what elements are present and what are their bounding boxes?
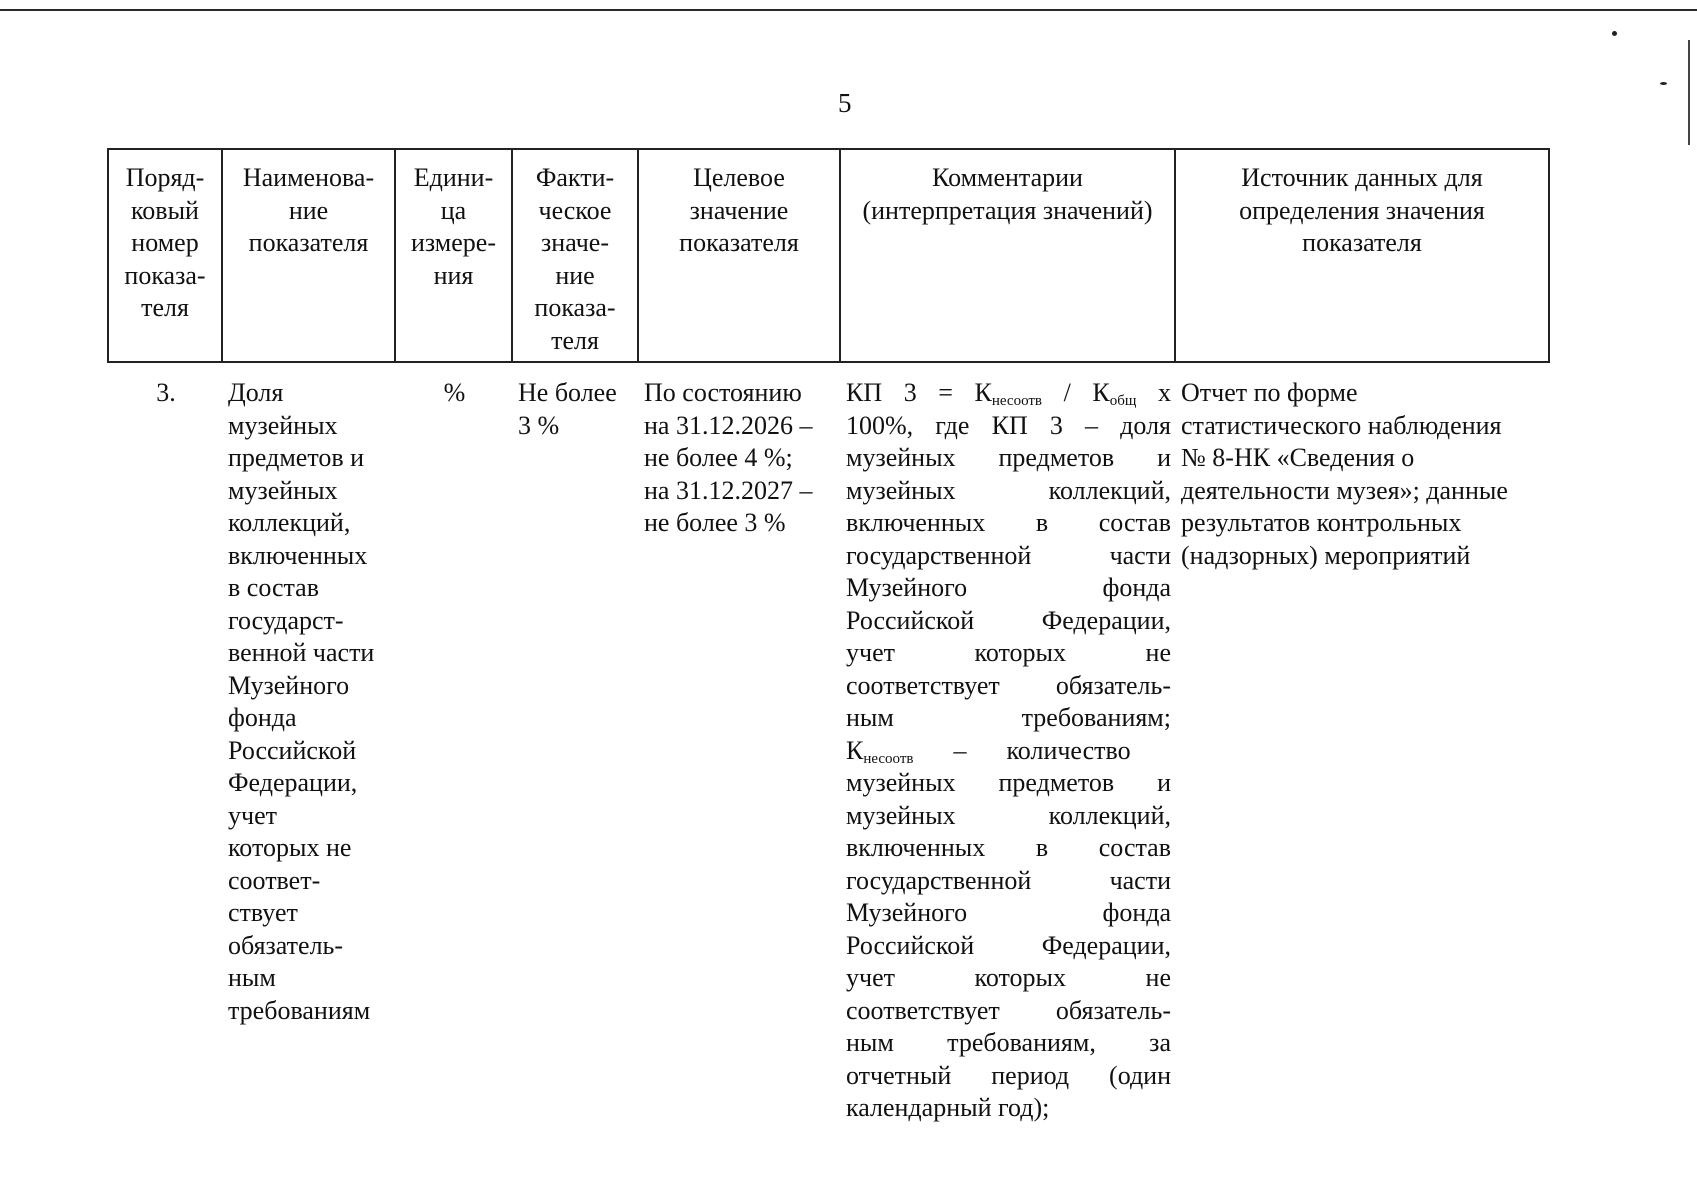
text-line: показателя xyxy=(248,228,369,257)
text-line: соответ- xyxy=(228,865,321,895)
text-line: предметов и xyxy=(228,443,365,472)
text-line: соответствует обязатель- xyxy=(846,670,1171,700)
text-line: (интерпретация значений) xyxy=(862,195,1153,225)
text-line: ческое xyxy=(538,195,612,225)
text-line: фонда xyxy=(228,703,297,732)
text-line: измере- xyxy=(410,228,496,257)
header-source xyxy=(1175,149,1549,362)
text-line: государственной части xyxy=(846,865,1171,895)
text-line: не более 4 %; xyxy=(644,443,793,472)
name-lines xyxy=(228,377,391,1027)
cell-actual xyxy=(512,362,638,1125)
header-lines xyxy=(113,162,217,325)
actual-lines xyxy=(518,377,634,442)
text-line: государст- xyxy=(228,605,344,635)
text-line: ным требованиям; xyxy=(846,703,1171,732)
indicator-table xyxy=(107,148,1550,1125)
text-line: на 31.12.2026 – xyxy=(644,410,813,440)
k-definition-line xyxy=(846,735,1171,768)
text-line: учет которых не xyxy=(846,638,1171,667)
text-line: показа- xyxy=(534,293,616,322)
table-row xyxy=(108,362,1549,1125)
text-line: которых не xyxy=(228,833,352,862)
text-line: Целевое xyxy=(693,163,785,192)
text-line: 100%, где КП 3 – доля xyxy=(846,410,1171,440)
formula-x: х xyxy=(1136,378,1171,407)
text-line: статистического наблюдения xyxy=(1181,410,1502,440)
text-line: значе- xyxy=(541,228,609,257)
header-lines xyxy=(1180,162,1544,260)
text-line: ния xyxy=(433,260,474,290)
text-line: музейных предметов и xyxy=(846,443,1171,472)
text-line: Российской Федерации, xyxy=(846,605,1171,635)
text-line: ным требованиям, за xyxy=(846,1028,1171,1057)
text-line: показателя xyxy=(1302,228,1422,257)
target-lines xyxy=(644,377,836,540)
cell-unit xyxy=(395,362,512,1125)
header-actual xyxy=(512,149,638,362)
text-line: определения значения xyxy=(1239,195,1485,225)
text-line: значение xyxy=(689,195,789,225)
header-target xyxy=(638,149,840,362)
text-line: Наименова- xyxy=(242,163,375,192)
text-line: не более 3 % xyxy=(644,508,786,537)
text-line: музейных коллекций, xyxy=(846,475,1171,505)
text-line: Музейного фонда xyxy=(846,573,1171,602)
cell-comment xyxy=(840,362,1175,1125)
text-line: Источник данных для xyxy=(1241,163,1483,192)
comment-lines-a xyxy=(846,410,1171,735)
right-edge-rule xyxy=(1688,40,1690,145)
header-number xyxy=(108,149,222,362)
row-number: 3. xyxy=(156,378,176,407)
text-line: на 31.12.2027 – xyxy=(644,475,813,505)
text-line: государственной части xyxy=(846,540,1171,570)
text-line: коллекций, xyxy=(228,508,351,537)
comment-text xyxy=(846,377,1171,1125)
comment-lines-b xyxy=(846,767,1171,1125)
text-line: включенных xyxy=(228,540,368,570)
text-line: учет которых не xyxy=(846,963,1171,992)
text-line: Федерации, xyxy=(228,768,358,797)
text-line: включенных в состав xyxy=(846,508,1171,537)
cell-number xyxy=(108,362,222,1125)
text-line: учет xyxy=(228,800,277,830)
text-line: требованиям xyxy=(228,995,371,1025)
text-line: календарный год); xyxy=(846,1093,1050,1122)
text-line: Российской Федерации, xyxy=(846,930,1171,960)
formula-sub-obsch: общ xyxy=(1109,393,1137,409)
header-name xyxy=(222,149,395,362)
page-number: 5 xyxy=(838,88,852,118)
cell-target xyxy=(638,362,840,1125)
source-lines xyxy=(1181,377,1545,572)
text-line: (надзорных) мероприятий xyxy=(1181,540,1471,570)
text-line: Доля xyxy=(228,378,284,407)
text-line: музейных коллекций, xyxy=(846,800,1171,830)
cell-source xyxy=(1175,362,1549,1125)
text-line: Не более xyxy=(518,378,617,407)
cell-name xyxy=(222,362,395,1125)
scan-speck xyxy=(1612,31,1617,36)
text-line: ца xyxy=(440,195,467,225)
text-line: результатов контрольных xyxy=(1181,508,1462,537)
k-rest: количество xyxy=(1006,735,1131,765)
text-line: ным xyxy=(228,963,276,992)
unit-value: % xyxy=(443,378,466,407)
text-line: Комментарии xyxy=(932,163,1083,192)
text-line: обязатель- xyxy=(228,930,344,960)
scan-speck xyxy=(1660,82,1667,85)
text-line: Факти- xyxy=(535,163,615,192)
text-line: музейных xyxy=(228,475,338,505)
formula-kp: КП 3 = К xyxy=(846,378,992,407)
text-line: Российской xyxy=(228,735,357,765)
top-rule xyxy=(0,9,1697,11)
text-line: Музейного xyxy=(228,670,350,700)
formula-slash: / К xyxy=(1042,378,1110,407)
k-sub: несоотв xyxy=(863,750,914,767)
text-line: 3 % xyxy=(518,410,560,440)
header-lines xyxy=(400,162,507,292)
header-unit xyxy=(395,149,512,362)
text-line: Едини- xyxy=(413,163,494,192)
text-line: ние xyxy=(555,260,595,290)
text-line: Музейного фонда xyxy=(846,898,1171,927)
text-line: номер xyxy=(131,228,199,257)
text-line: Отчет по форме xyxy=(1181,378,1358,407)
k-dash: – xyxy=(953,735,967,765)
k-label: К xyxy=(846,735,864,765)
text-line: № 8-НК «Сведения о xyxy=(1181,443,1415,472)
text-line: соответствует обязатель- xyxy=(846,995,1171,1025)
text-line: теля xyxy=(141,293,189,322)
formula-line xyxy=(846,377,1171,410)
text-line: включенных в состав xyxy=(846,833,1171,862)
text-line: в состав xyxy=(228,573,319,602)
text-line: деятельности музея»; данные xyxy=(1181,475,1508,505)
text-line: ствует xyxy=(228,898,298,927)
text-line: ковый xyxy=(131,195,199,225)
header-lines xyxy=(643,162,835,260)
text-line: музейных предметов и xyxy=(846,768,1171,797)
text-line: ние xyxy=(288,195,329,225)
header-lines xyxy=(227,162,390,260)
header-lines xyxy=(517,162,633,357)
text-line: теля xyxy=(551,325,599,355)
text-line: музейных xyxy=(228,410,338,440)
table-header-row xyxy=(108,149,1549,362)
header-comment xyxy=(840,149,1175,362)
text-line: показателя xyxy=(679,228,799,257)
text-line: По состоянию xyxy=(644,378,802,407)
text-line: показа- xyxy=(124,260,206,290)
text-line: Поряд- xyxy=(125,163,205,192)
text-line: венной части xyxy=(228,638,375,667)
text-line: отчетный период (один xyxy=(846,1060,1171,1090)
header-lines xyxy=(845,162,1170,227)
formula-sub-nesootv: несоотв xyxy=(991,393,1043,409)
